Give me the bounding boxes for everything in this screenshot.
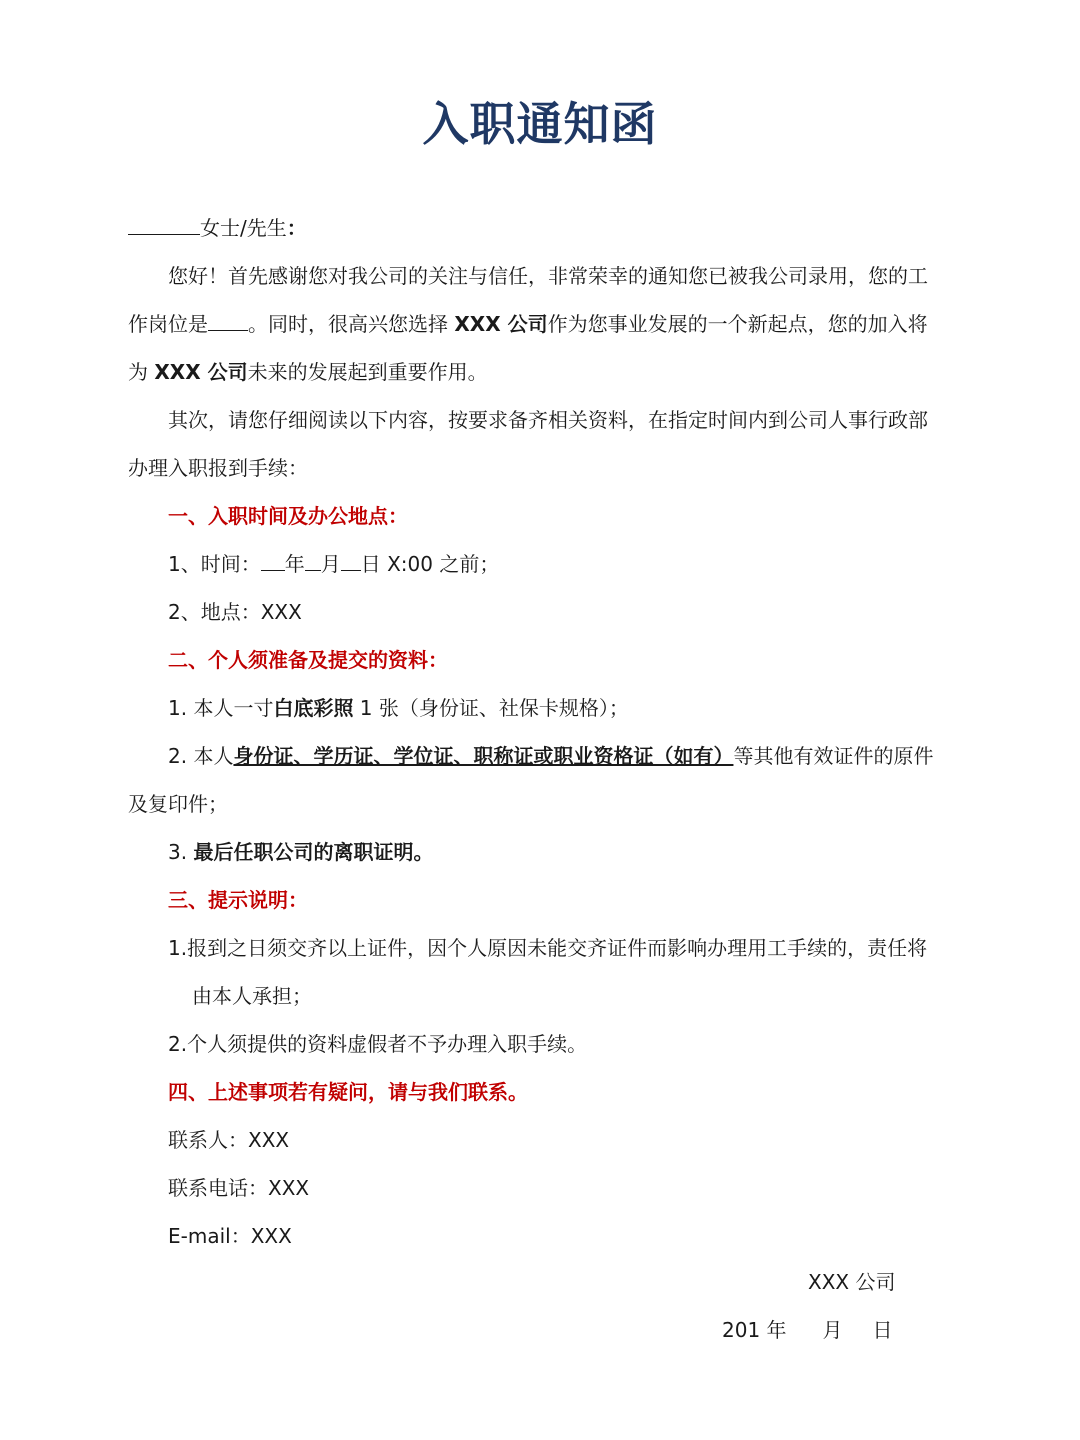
section-2-item-2-cont: 及复印件； <box>128 792 228 816</box>
year-blank <box>261 550 285 571</box>
section-2-item-3: 3. 最后任职公司的离职证明。 <box>168 840 434 864</box>
day-blank <box>341 550 361 571</box>
section-1-time: 1、时间： 年 月 日 X:00 之前； <box>168 552 500 576</box>
salutation-text: 女士/先生 <box>200 216 287 240</box>
contact-email: E-mail：XXX <box>168 1224 292 1248</box>
paragraph-1-line-2: 作岗位是 。同时，很高兴您选择 XXX 公司作为您事业发展的一个新起点，您的加入将 <box>128 312 928 336</box>
contact-person: 联系人：XXX <box>168 1128 290 1152</box>
paragraph-1-line-1: 您好！首先感谢您对我公司的关注与信任，非常荣幸的通知您已被我公司录用，您的工 <box>168 264 928 288</box>
section-4-heading: 四、上述事项若有疑问，请与我们联系。 <box>168 1080 528 1104</box>
section-3-item-2: 2.个人须提供的资料虚假者不予办理入职手续。 <box>168 1032 588 1056</box>
paragraph-1-line-3: 为 XXX 公司未来的发展起到重要作用。 <box>128 360 488 384</box>
section-3-item-1-cont: 由本人承担； <box>192 984 312 1008</box>
section-2-heading: 二、个人须准备及提交的资料： <box>168 648 448 672</box>
document-title: 入职通知函 <box>422 97 658 151</box>
signature-company: XXX 公司 <box>808 1270 896 1294</box>
month-blank <box>305 550 321 571</box>
section-3-heading: 三、提示说明： <box>168 888 308 912</box>
signature-date: 201 年 月 日 <box>722 1318 893 1342</box>
contact-phone: 联系电话：XXX <box>168 1176 310 1200</box>
documents-list-underlined: 身份证、学历证、学位证、职称证或职业资格证（如有） <box>233 744 734 768</box>
company-name-bold: XXX 公司 <box>454 312 548 336</box>
paragraph-2-line-1: 其次，请您仔细阅读以下内容，按要求备齐相关资料，在指定时间内到公司人事行政部 <box>168 408 928 432</box>
section-2-item-1: 1. 本人一寸白底彩照 1 张（身份证、社保卡规格）； <box>168 696 629 720</box>
section-3-item-1: 1.报到之日须交齐以上证件，因个人原因未能交齐证件而影响办理用工手续的，责任将 <box>168 936 928 960</box>
name-blank <box>128 214 200 235</box>
section-1-place: 2、地点：XXX <box>168 600 302 624</box>
position-blank <box>208 310 248 331</box>
company-name-bold: XXX 公司 <box>154 360 248 384</box>
section-2-item-2: 2. 本人身份证、学历证、学位证、职称证或职业资格证（如有）等其他有效证件的原件 <box>168 744 934 768</box>
salutation-line: 女士/先生： <box>128 214 958 242</box>
section-1-heading: 一、入职时间及办公地点： <box>168 504 408 528</box>
paragraph-2-line-2: 办理入职报到手续： <box>128 456 308 480</box>
